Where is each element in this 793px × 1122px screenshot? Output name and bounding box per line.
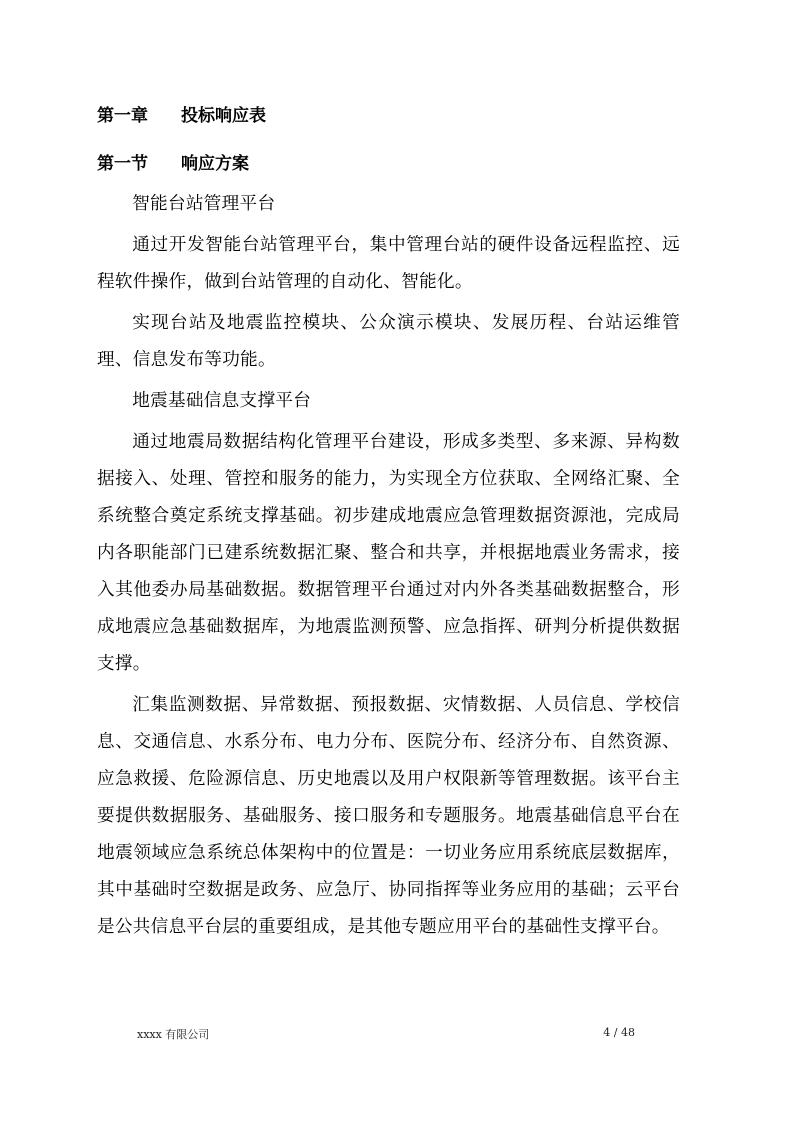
subheading-smart-station-platform: 智能台站管理平台 [132, 194, 276, 214]
page-total: 48 [621, 1026, 635, 1039]
paragraph-smart-station-features: 实现台站及地震监控模块、公众演示模块、发展历程、台站运维管理、信息发布等功能。 [97, 313, 680, 370]
section-number: 第一节 [97, 154, 148, 174]
subheading-seismic-info-platform: 地震基础信息支撑平台 [132, 391, 312, 411]
chapter-number: 第一章 [97, 106, 148, 126]
chapter-title: 投标响应表 [181, 106, 266, 126]
paragraph-seismic-info-data: 汇集监测数据、异常数据、预报数据、灾情数据、人员信息、学校信息、交通信息、水系分布、电力分布、医院分布、经济分布、自然资源、应急救援、危险源信息、历史地震以及用户权限新等管理数据。该平台主要提供数据服务、基础服务、接口服务和专题服务。地震基础信息平台在地震领域应急系统总体架构中的位置是：一切业务应用系统底层数据库，其中基础时空数据是政务、应急厅、协同指挥等业务应用的基础；云平台是公共信息平台层的重要组成，是其他专题应用平台的基础性支撑平台。 [97, 695, 680, 937]
paragraph-smart-station-intro: 通过开发智能台站管理平台，集中管理台站的硬件设备远程监控、远程软件操作，做到台站管理的自动化、智能化。 [97, 235, 680, 292]
page-separator: / [613, 1026, 618, 1039]
page-current: 4 [603, 1026, 611, 1039]
chapter-heading [97, 100, 680, 132]
page-number [603, 1026, 635, 1039]
paragraph-seismic-info-intro: 通过地震局数据结构化管理平台建设，形成多类型、多来源、异构数据接入、处理、管控和服务的能力，为实现全方位获取、全网络汇聚、全系统整合奠定系统支撑基础。初步建成地震应急管理数据资源池，完成局内各职能部门已建系统数据汇聚、整合和共享，并根据地震业务需求，接入其他委办局基础数据。数据管理平台通过对内外各类基础数据整合，形成地震应急基础数据库，为地震监测预警、应急指挥、研判分析提供数据支撑。 [97, 432, 680, 674]
section-title: 响应方案 [181, 154, 249, 174]
document-page [97, 100, 680, 946]
footer-company: xxxx 有限公司 [137, 1028, 210, 1041]
section-heading [97, 148, 680, 180]
